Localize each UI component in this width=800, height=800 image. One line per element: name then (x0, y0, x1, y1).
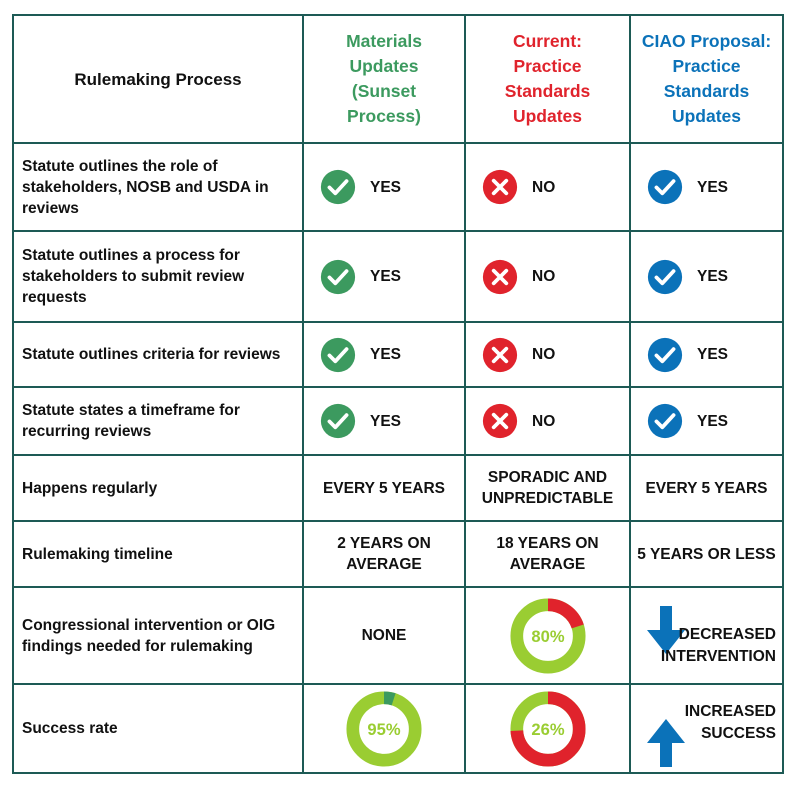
row-label-text: Congressional intervention or OIG findings needed for rulemaking (22, 616, 276, 655)
donut-gauge (345, 690, 423, 768)
ciao-cell (631, 323, 782, 386)
row-label (14, 522, 302, 586)
check-circle-icon (320, 169, 356, 205)
value-text: SPORADIC AND UNPREDICTABLE (481, 469, 614, 507)
check-circle-icon (647, 337, 683, 373)
ciao-cell (631, 388, 782, 454)
materials-cell (304, 685, 464, 772)
ciao-cell (631, 522, 782, 586)
check-circle-icon (320, 259, 356, 295)
yes-label: YES (697, 178, 729, 196)
row-label (14, 456, 302, 520)
value-text: EVERY 5 YEARS (322, 479, 446, 497)
header-materials-label: Materials Updates (Sunset Process) (346, 31, 422, 126)
current-cell (466, 522, 629, 586)
check-circle-icon (647, 403, 683, 439)
comparison-table (12, 14, 784, 774)
intervention-label: INTERVENTION (660, 648, 776, 665)
materials-cell (304, 388, 464, 454)
yes-label: YES (370, 268, 402, 285)
header-ciao-label: CIAO Proposal: Practice Standards Updates (641, 31, 772, 126)
ciao-cell (631, 144, 782, 230)
row-label-text: Happens regularly (22, 479, 158, 497)
row-label (14, 685, 302, 772)
donut-percent: 26% (530, 719, 565, 739)
ciao-cell (631, 456, 782, 520)
no-label: NO (532, 412, 556, 430)
x-circle-icon (482, 259, 518, 295)
row-label-text: Statute outlines criteria for reviews (22, 346, 281, 363)
donut-gauge (509, 597, 587, 675)
ciao-cell (631, 232, 782, 321)
header-ciao (631, 16, 782, 142)
header-process-label: Rulemaking Process (74, 69, 242, 89)
row-label (14, 232, 302, 321)
header-materials (304, 16, 464, 142)
current-cell (466, 456, 629, 520)
ciao-cell (631, 685, 782, 772)
check-circle-icon (320, 403, 356, 439)
current-cell (466, 232, 629, 321)
increased-label: INCREASED (684, 703, 776, 720)
x-circle-icon (482, 337, 518, 373)
header-current-label: Current: Practice Standards Updates (504, 31, 591, 126)
materials-cell (304, 323, 464, 386)
yes-label: YES (370, 412, 402, 430)
current-cell (466, 588, 629, 683)
value-text: 18 YEARS ON AVERAGE (496, 535, 599, 573)
header-current (466, 16, 629, 142)
donut-percent: 80% (530, 626, 565, 646)
value-text: 2 YEARS ON AVERAGE (337, 535, 431, 573)
value-text: 5 YEARS OR LESS (637, 545, 776, 563)
row-label-text: Rulemaking timeline (22, 545, 173, 563)
no-label: NO (532, 268, 556, 285)
row-label-text: Statute outlines a process for stakeholders to submit review requests (22, 247, 245, 306)
row-label-text: Statute states a timeframe for recurring reviews (22, 402, 240, 440)
row-label (14, 588, 302, 683)
row-label (14, 144, 302, 230)
yes-label: YES (697, 268, 729, 285)
check-circle-icon (647, 259, 683, 295)
current-cell (466, 323, 629, 386)
header-process (14, 16, 302, 142)
x-circle-icon (482, 169, 518, 205)
materials-cell (304, 588, 464, 683)
row-label-text: Statute outlines the role of stakeholders, NOSB and USDA in reviews (22, 157, 269, 217)
yes-label: YES (697, 346, 729, 363)
yes-label: YES (697, 412, 729, 430)
x-circle-icon (482, 403, 518, 439)
donut-gauge (509, 690, 587, 768)
materials-cell (304, 456, 464, 520)
donut-percent: 95% (367, 719, 401, 739)
success-label: SUCCESS (701, 725, 776, 742)
no-label: NO (532, 178, 556, 196)
check-circle-icon (647, 169, 683, 205)
current-cell (466, 144, 629, 230)
yes-label: YES (370, 178, 402, 196)
value-text: EVERY 5 YEARS (645, 479, 768, 497)
row-label (14, 323, 302, 386)
no-label: NO (532, 346, 556, 363)
arrow-up-icon (647, 719, 685, 767)
current-cell (466, 685, 629, 772)
yes-label: YES (370, 346, 402, 363)
row-label-text: Success rate (22, 720, 118, 737)
materials-cell (304, 522, 464, 586)
value-text: NONE (361, 627, 407, 644)
materials-cell (304, 144, 464, 230)
materials-cell (304, 232, 464, 321)
current-cell (466, 388, 629, 454)
ciao-cell (631, 588, 782, 683)
row-label (14, 388, 302, 454)
check-circle-icon (320, 337, 356, 373)
decreased-label: DECREASED (678, 626, 776, 643)
